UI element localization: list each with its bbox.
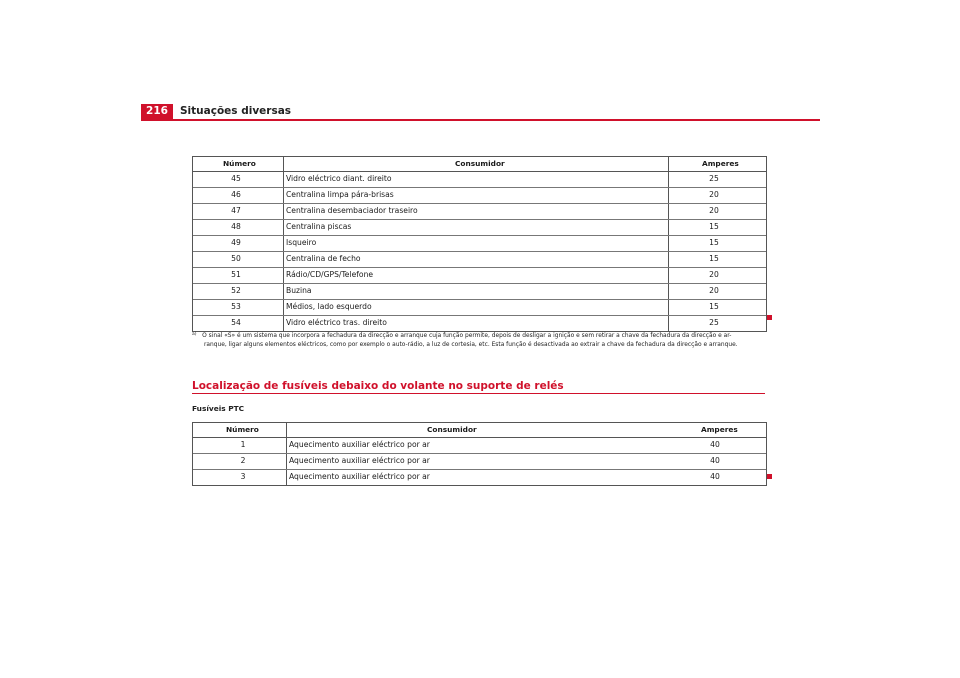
amperage: 40 — [710, 472, 720, 481]
consumer-name: Vidro eléctrico diant. direito — [286, 174, 392, 183]
fuse-number: 53 — [231, 302, 241, 311]
column-header-consumer: Consumidor — [455, 159, 505, 168]
amperage: 20 — [709, 286, 719, 295]
amperage: 15 — [709, 254, 719, 263]
table-header-row — [193, 423, 766, 438]
amperage: 20 — [709, 270, 719, 279]
table-row — [193, 204, 766, 220]
fuse-number: 54 — [231, 318, 241, 327]
table-row — [193, 236, 766, 252]
table-row — [193, 438, 766, 454]
footnote — [192, 332, 767, 350]
amperage: 20 — [709, 206, 719, 215]
table-row — [193, 300, 766, 316]
section-title: Localização de fusíveis debaixo do volante no suporte de relés — [192, 380, 564, 392]
table-row — [193, 284, 766, 300]
table-body — [193, 438, 766, 485]
section-end-marker — [767, 474, 772, 479]
page-number: 216 — [141, 104, 173, 119]
consumer-name: Centralina desembaciador traseiro — [286, 206, 418, 215]
table-row — [193, 220, 766, 236]
table-row — [193, 172, 766, 188]
column-header-amperes: Amperes — [702, 159, 739, 168]
column-header-amperes: Amperes — [701, 425, 738, 434]
fuse-number: 47 — [231, 206, 241, 215]
table-header-row — [193, 157, 766, 172]
footnote-line-2: ranque, ligar alguns elementos eléctricos, como por exemplo o auto-rádio, a luz de cortesia, etc. Esta função é desactivada ao extrair a chave da fechadura da direcção e arranque. — [204, 342, 738, 348]
consumer-name: Vidro eléctrico tras. direito — [286, 318, 387, 327]
amperage: 25 — [709, 174, 719, 183]
table-row — [193, 316, 766, 331]
fuse-number: 52 — [231, 286, 241, 295]
amperage: 40 — [710, 456, 720, 465]
amperage: 25 — [709, 318, 719, 327]
page-title: Situações diversas — [180, 105, 292, 117]
fuse-table-1 — [192, 156, 767, 332]
amperage: 40 — [710, 440, 720, 449]
fuse-number: 1 — [240, 440, 246, 449]
fuse-number: 2 — [240, 456, 246, 465]
column-header-consumer: Consumidor — [427, 425, 477, 434]
table-row — [193, 188, 766, 204]
fuse-table-2 — [192, 422, 767, 486]
consumer-name: Isqueiro — [286, 238, 317, 247]
section-divider — [192, 393, 765, 394]
amperage: 15 — [709, 238, 719, 247]
consumer-name: Aquecimento auxiliar eléctrico por ar — [289, 440, 430, 449]
table-row — [193, 470, 766, 485]
table-row — [193, 454, 766, 470]
fuse-number: 49 — [231, 238, 241, 247]
table-body — [193, 172, 766, 331]
consumer-name: Aquecimento auxiliar eléctrico por ar — [289, 472, 430, 481]
consumer-name: Centralina limpa pára-brisas — [286, 190, 394, 199]
footnote-marker: a) — [192, 332, 197, 337]
fuse-number: 3 — [240, 472, 246, 481]
fuse-number: 48 — [231, 222, 241, 231]
fuse-number: 45 — [231, 174, 241, 183]
amperage: 20 — [709, 190, 719, 199]
footnote-line-1: O sinal «S» é um sistema que incorpora a fechadura da direcção e arranque cuja função permite, depois de desligar a ignição e sem retirar a chave da fechadura da direcção e ar- — [202, 333, 732, 339]
consumer-name: Buzina — [286, 286, 312, 295]
fuse-number: 46 — [231, 190, 241, 199]
consumer-name: Aquecimento auxiliar eléctrico por ar — [289, 456, 430, 465]
consumer-name: Centralina piscas — [286, 222, 352, 231]
consumer-name: Centralina de fecho — [286, 254, 361, 263]
amperage: 15 — [709, 222, 719, 231]
section-end-marker — [767, 315, 772, 320]
fuse-number: 50 — [231, 254, 241, 263]
table-row — [193, 252, 766, 268]
table-row — [193, 268, 766, 284]
amperage: 15 — [709, 302, 719, 311]
column-header-number: Número — [226, 425, 259, 434]
subsection-title: Fusíveis PTC — [192, 404, 245, 413]
fuse-number: 51 — [231, 270, 241, 279]
header-divider — [141, 119, 820, 121]
consumer-name: Rádio/CD/GPS/Telefone — [286, 270, 374, 279]
column-header-number: Número — [223, 159, 256, 168]
consumer-name: Médios, lado esquerdo — [286, 302, 372, 311]
